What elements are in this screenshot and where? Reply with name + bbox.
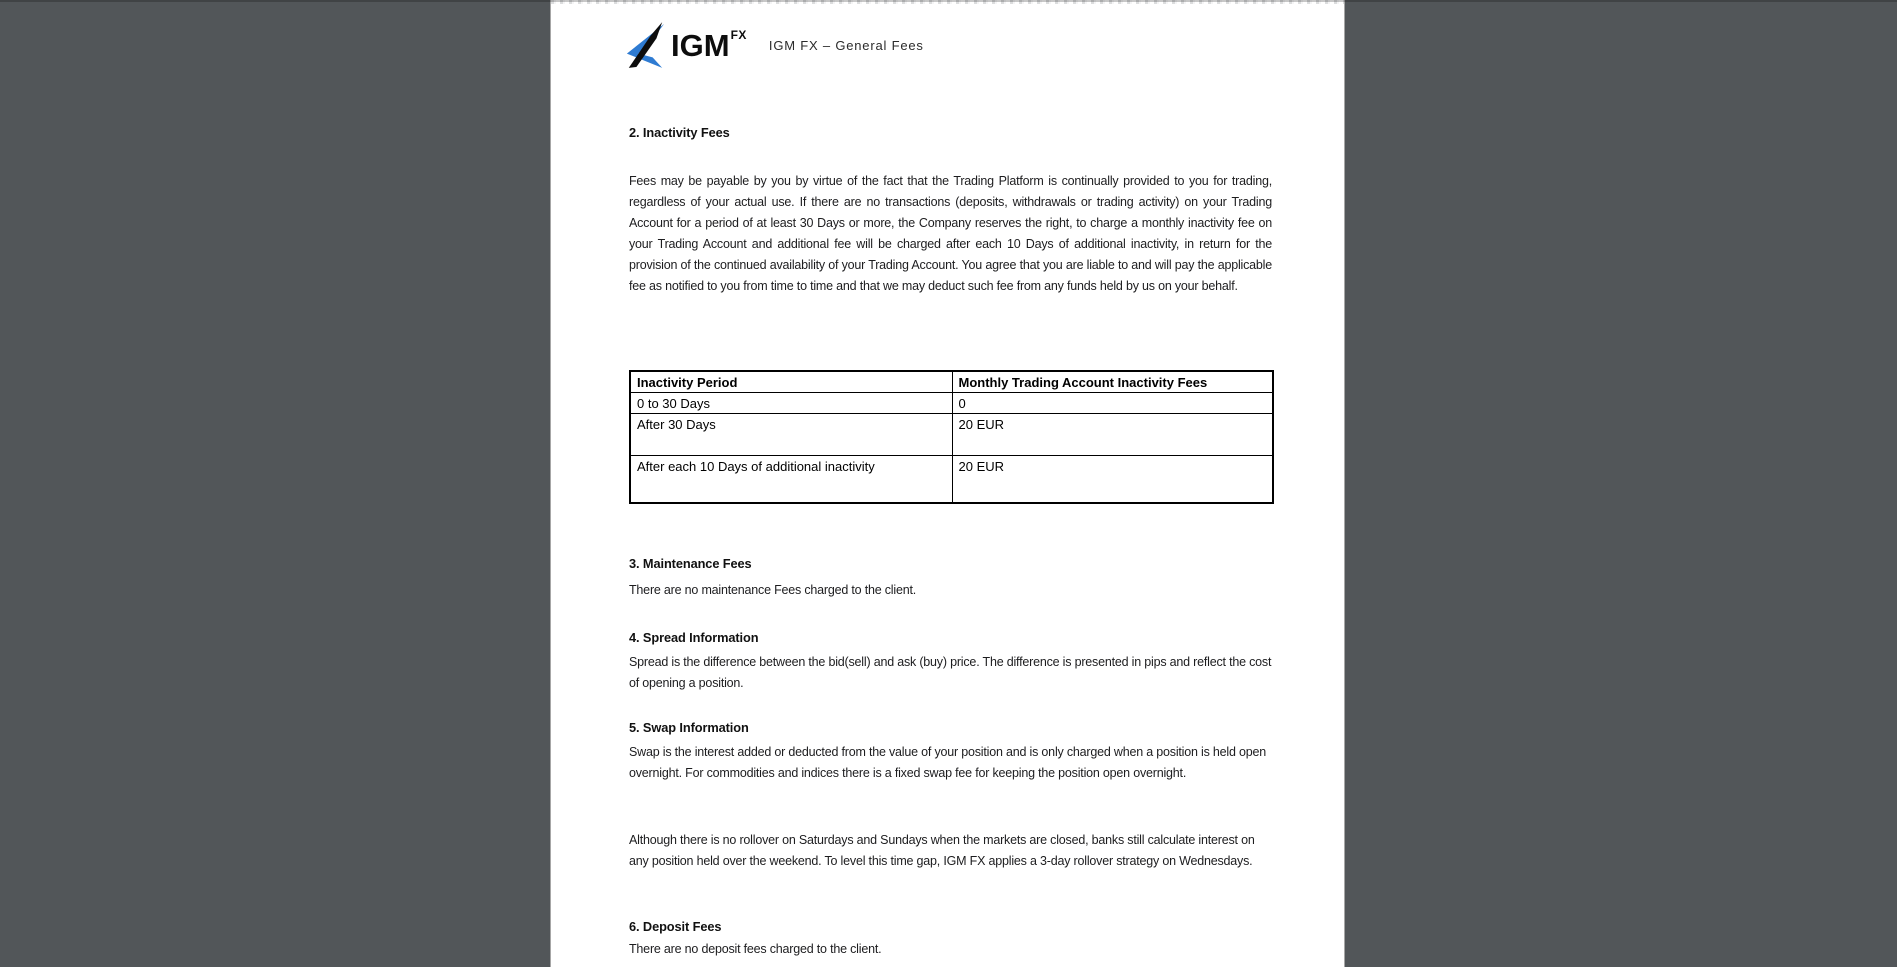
document-page[interactable] — [550, 0, 1345, 967]
logo-wordmark: IGM — [671, 27, 730, 63]
inactivity-fees-table — [629, 370, 1274, 504]
section-heading-maintenance-fees: 3. Maintenance Fees — [629, 555, 752, 571]
document-content — [551, 22, 1344, 960]
section-heading-swap-information: 5. Swap Information — [629, 719, 749, 735]
section-heading-inactivity-fees: 2. Inactivity Fees — [629, 125, 730, 140]
document-header — [629, 22, 1270, 68]
table-header-monthly-fees: Monthly Trading Account Inactivity Fees — [952, 371, 1273, 393]
table-header-inactivity-period: Inactivity Period — [630, 371, 952, 393]
paragraph-maintenance-fees: There are no maintenance Fees charged to the client. — [629, 582, 917, 597]
table-cell-fee-20eur: 20 EUR — [952, 414, 1273, 456]
table-cell-fee-20eur-2: 20 EUR — [952, 456, 1273, 503]
section-heading-deposit-fees: 6. Deposit Fees — [629, 918, 722, 934]
table-row — [630, 414, 1273, 456]
igm-fx-logo — [624, 22, 747, 68]
table-cell-period-0-30: 0 to 30 Days — [630, 393, 952, 414]
table-cell-fee-0: 0 — [952, 393, 1273, 414]
logo-superscript: FX — [730, 28, 747, 42]
table-row — [630, 393, 1273, 414]
table-header-row — [630, 371, 1273, 393]
table-cell-period-each-10: After each 10 Days of additional inactivity — [630, 456, 952, 503]
paragraph-swap-information-1: Swap is the interest added or deducted from the value of your position and is only charged when a position is held open overnight. For commodities and indices there is a fixed swap fee for keeping the position open overnight. — [629, 744, 1267, 780]
section-heading-spread-information: 4. Spread Information — [629, 629, 759, 645]
document-title: IGM FX – General Fees — [768, 37, 924, 53]
paragraph-inactivity-fees: Fees may be payable by you by virtue of the fact that the Trading Platform is continually provided to you for trading, regardless of your actual use. If there are no transactions (deposits, withdrawals or trading activity) on your Trading Account for a period of at least 30 Days or more, the Company reserves the right, to charge a monthly inactivity fee on your Trading Account and additional fee will be charged after each 10 Days of additional inactivity, in return for the provision of the continued availability of your Trading Account. You agree that you are liable to and will pay the applicable fee as notified to you from time to time and that we may deduct such fee from any funds held by us on your behalf. — [629, 174, 1272, 293]
paragraph-swap-information-2: Although there is no rollover on Saturdays and Sundays when the markets are closed, banks still calculate interest on any position held over the weekend. To level this time gap, IGM FX applies a 3-day rollover strategy on Wednesdays. — [629, 832, 1255, 868]
paragraph-deposit-fees: There are no deposit fees charged to the client. — [629, 941, 882, 956]
viewer-top-edge — [0, 0, 1897, 2]
arrow-logo-icon — [624, 22, 666, 68]
paragraph-spread-information: Spread is the difference between the bid(sell) and ask (buy) price. The difference is presented in pips and reflect the cost of opening a position. — [629, 654, 1272, 690]
table-row — [630, 456, 1273, 503]
table-cell-period-after-30: After 30 Days — [630, 414, 952, 456]
